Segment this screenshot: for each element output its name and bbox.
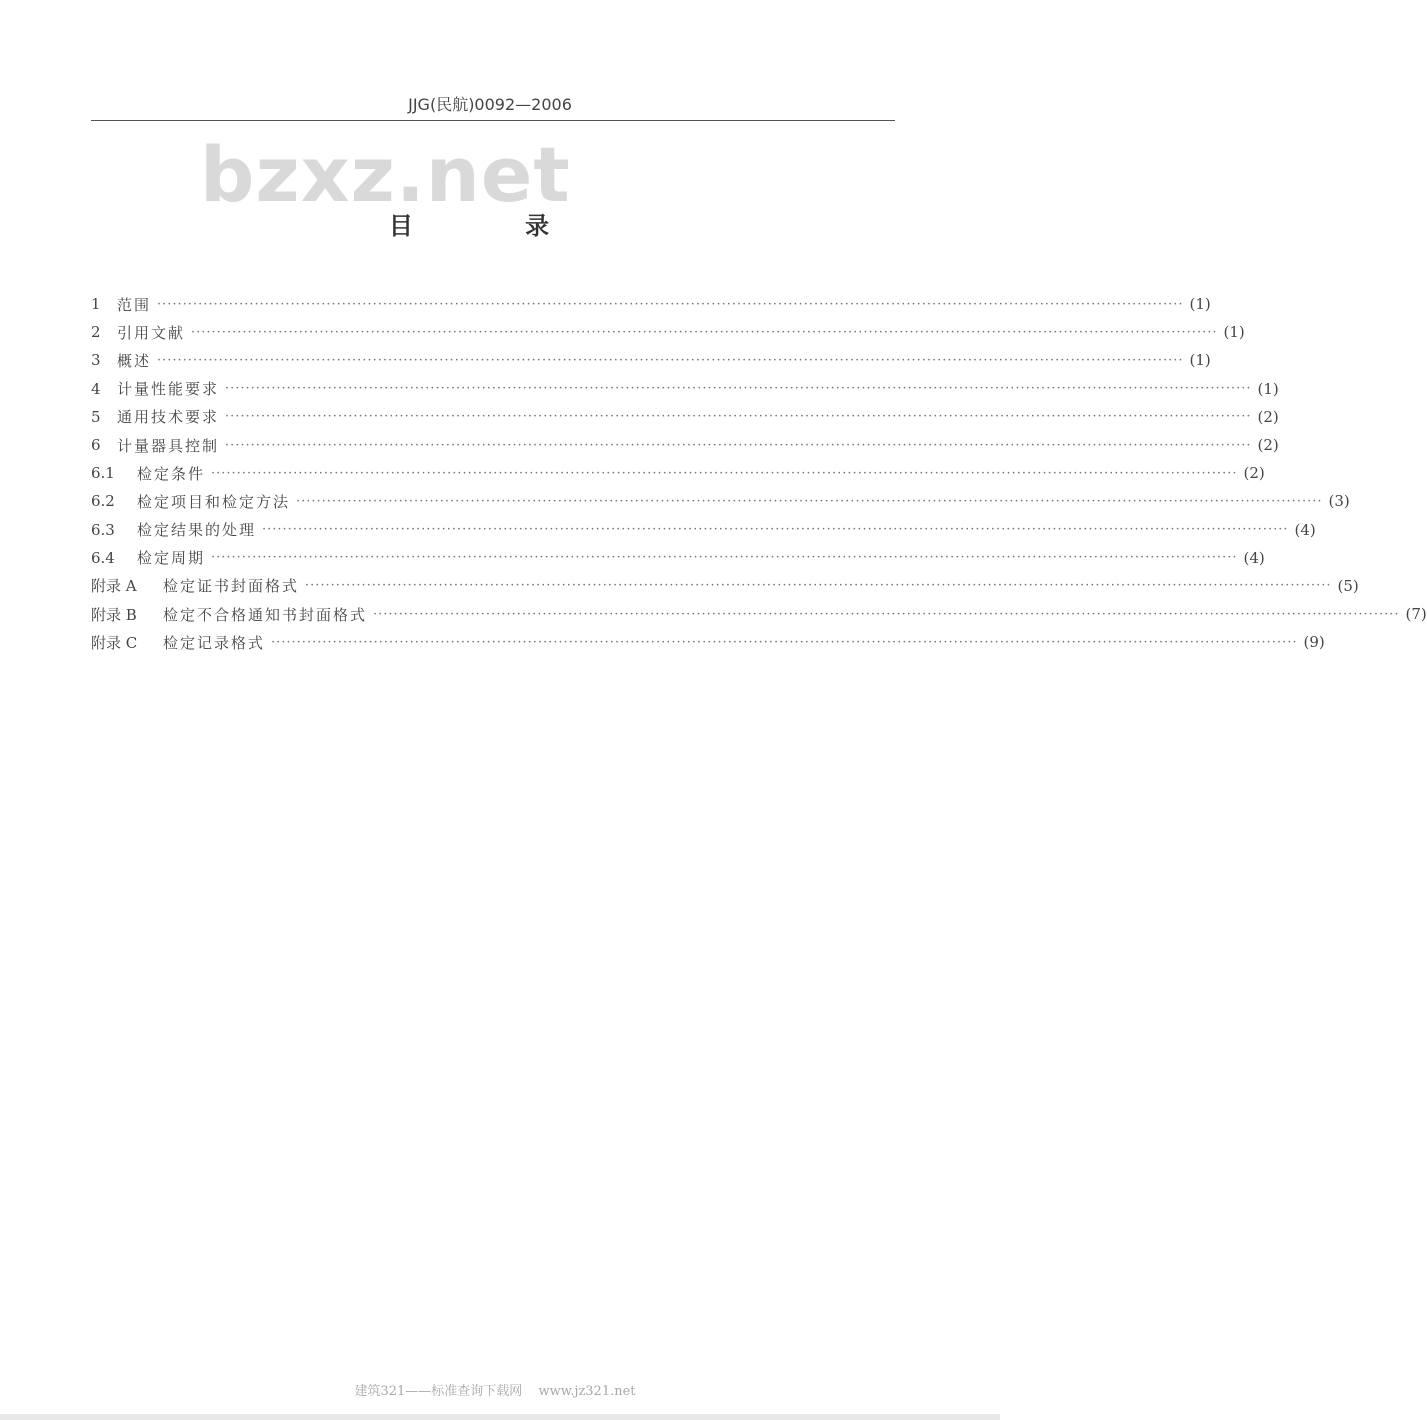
toc-entry-title: 检定条件 [137, 464, 206, 483]
toc-entry-title: 检定不合格通知书封面格式 [163, 605, 368, 624]
toc-entry[interactable] [91, 459, 1265, 487]
toc-entry-title: 检定证书封面格式 [163, 577, 300, 596]
toc-entry[interactable] [91, 487, 1350, 515]
toc-entry-page: (1) [1189, 351, 1211, 370]
toc-leader-dots: ········································································································································································································ [262, 522, 1289, 538]
toc-entry-title: 检定记录格式 [163, 633, 266, 652]
toc-entry-number: 6 [91, 436, 101, 455]
toc-entry-page: (4) [1243, 548, 1265, 567]
toc-title: 目 录 [388, 212, 602, 240]
toc-leader-dots: ········································································································································································································ [211, 465, 1238, 481]
toc-entry-number: 4 [91, 379, 101, 398]
toc-entry-page: (1) [1189, 295, 1211, 314]
toc-entry-page: (9) [1303, 633, 1325, 652]
toc-entry-number: 附录 C [91, 633, 138, 652]
toc-entry-number: 6.1 [91, 464, 115, 483]
toc-entry-page: (5) [1337, 576, 1359, 595]
toc-leader-dots: ········································································································································································································ [157, 296, 1184, 312]
toc-entry-title: 检定周期 [137, 549, 206, 568]
toc-entry[interactable] [91, 431, 1279, 459]
toc-entry-number: 6.4 [91, 548, 115, 567]
toc-entry[interactable] [91, 516, 1316, 544]
toc-entry-number: 1 [91, 295, 101, 314]
toc-leader-dots: ········································································································································································································ [225, 381, 1252, 397]
toc-entry-number: 5 [91, 407, 101, 426]
toc-entry-page: (7) [1405, 605, 1427, 624]
toc-leader-dots: ········································································································································································································ [296, 493, 1323, 509]
toc-entry-title: 计量性能要求 [117, 380, 220, 399]
toc-entry-title: 检定结果的处理 [137, 521, 257, 540]
toc-entry-number: 2 [91, 323, 101, 342]
document-code-header: JJG(民航)0092—2006 [408, 95, 572, 114]
toc-entry-title: 范围 [117, 295, 152, 314]
toc-entry[interactable] [91, 346, 1211, 374]
toc-entry[interactable] [91, 318, 1245, 346]
watermark: bzxz.net [200, 130, 571, 219]
footer [0, 1380, 990, 1399]
toc-leader-dots: ········································································································································································································ [305, 578, 1332, 594]
toc-entry-title: 计量器具控制 [117, 436, 220, 455]
toc-entry-number: 附录 A [91, 577, 137, 596]
toc-entry-title: 通用技术要求 [117, 408, 220, 427]
toc-entry[interactable] [91, 600, 1427, 628]
header-rule [91, 120, 895, 121]
toc-leader-dots: ········································································································································································································ [225, 437, 1252, 453]
toc-leader-dots: ········································································································································································································ [157, 352, 1184, 368]
toc-leader-dots: ········································································································································································································ [191, 324, 1218, 340]
toc-entry-page: (2) [1243, 464, 1265, 483]
footer-site-name: 建筑321——标准查询下载网 [354, 1384, 523, 1399]
toc-entry[interactable] [91, 375, 1279, 403]
toc-entry-page: (2) [1257, 436, 1279, 455]
toc-entry-page: (1) [1257, 379, 1279, 398]
toc-entry[interactable] [91, 544, 1265, 572]
toc-entry-page: (1) [1223, 323, 1245, 342]
toc-entry-title: 引用文献 [117, 323, 186, 342]
toc-leader-dots: ········································································································································································································ [271, 634, 1298, 650]
page-bottom-edge [0, 1414, 1000, 1420]
toc-entry-page: (3) [1328, 492, 1350, 511]
toc-leader-dots: ········································································································································································································ [211, 550, 1238, 566]
toc-leader-dots: ········································································································································································································ [225, 409, 1252, 425]
toc-entry-title: 检定项目和检定方法 [137, 492, 291, 511]
table-of-contents [91, 290, 1427, 656]
toc-entry-number: 附录 B [91, 605, 137, 624]
toc-entry[interactable] [91, 628, 1325, 656]
footer-url[interactable]: www.jz321.net [538, 1384, 636, 1399]
toc-leader-dots: ········································································································································································································ [373, 606, 1400, 622]
toc-entry-page: (4) [1294, 520, 1316, 539]
toc-entry-number: 6.3 [91, 520, 115, 539]
toc-entry-number: 3 [91, 351, 101, 370]
toc-entry-title: 概述 [117, 351, 152, 370]
toc-entry[interactable] [91, 290, 1211, 318]
toc-entry[interactable] [91, 572, 1359, 600]
toc-entry-page: (2) [1257, 407, 1279, 426]
toc-entry-number: 6.2 [91, 492, 115, 511]
toc-entry[interactable] [91, 403, 1279, 431]
